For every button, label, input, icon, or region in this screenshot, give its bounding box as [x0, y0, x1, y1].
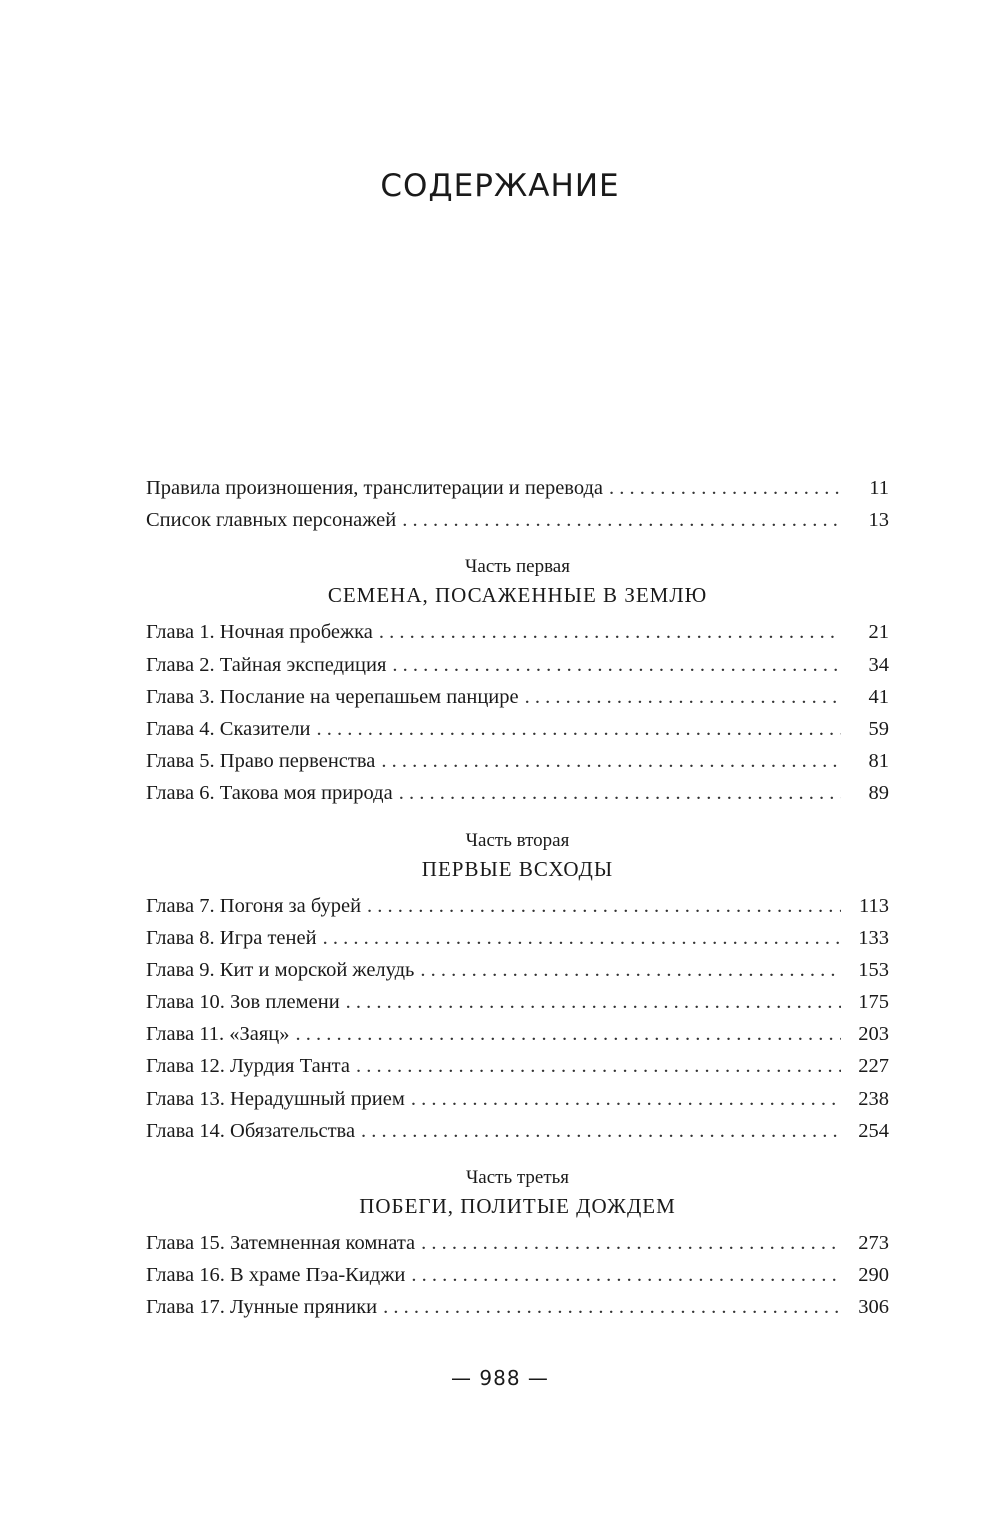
dot-leader	[381, 745, 841, 777]
part-title: ПЕРВЫЕ ВСХОДЫ	[421, 856, 614, 881]
table-of-contents	[146, 472, 889, 1324]
dot-leader	[379, 616, 841, 648]
toc-entry-label: Глава 2. Тайная экспедиция	[146, 653, 387, 676]
toc-entry-page: 254	[858, 1119, 889, 1142]
part-title: ПОБЕГИ, ПОЛИТЫЕ ДОЖДЕМ	[359, 1194, 676, 1218]
toc-entry-label: Глава 8. Игра теней	[146, 926, 317, 949]
toc-entry-page: 13	[868, 509, 889, 532]
toc-entry[interactable]	[146, 1050, 889, 1082]
toc-entry-page: 59	[868, 717, 889, 740]
toc-entry-label: Глава 10. Зов племени	[146, 991, 340, 1014]
toc-entry[interactable]	[146, 1291, 889, 1323]
dot-leader	[525, 681, 841, 713]
toc-entry-page: 21	[868, 621, 889, 644]
toc-entry-page: 203	[858, 1023, 889, 1046]
toc-entry-label: Глава 14. Обязательства	[146, 1119, 356, 1142]
dot-leader	[383, 1291, 841, 1323]
dot-leader	[399, 777, 841, 809]
toc-entry-page: 11	[869, 477, 889, 499]
toc-entry[interactable]	[146, 954, 889, 986]
dot-leader	[609, 472, 841, 504]
part-heading	[146, 554, 889, 610]
dot-leader	[421, 1227, 841, 1259]
part-subtitle: Часть третья	[465, 1167, 570, 1188]
part-heading	[146, 828, 889, 884]
toc-entry-label: Глава 6. Такова моя природа	[146, 782, 393, 805]
toc-entry-page: 290	[858, 1264, 889, 1287]
part-title: СЕМЕНА, ПОСАЖЕННЫЕ В ЗЕМЛЮ	[327, 583, 708, 608]
toc-entry-page: 273	[858, 1232, 889, 1254]
dot-leader	[346, 986, 841, 1018]
dot-leader	[402, 504, 841, 536]
toc-entry-page: 306	[858, 1296, 889, 1319]
toc-entry[interactable]	[146, 616, 889, 648]
part-heading	[146, 1165, 889, 1221]
part-subtitle: Часть вторая	[465, 829, 570, 851]
dot-leader	[392, 649, 841, 681]
dot-leader	[411, 1259, 841, 1291]
toc-entry[interactable]	[146, 681, 889, 713]
toc-entry[interactable]	[146, 472, 889, 504]
dot-leader	[420, 954, 841, 986]
dot-leader	[356, 1050, 841, 1082]
toc-entry[interactable]	[146, 504, 889, 536]
toc-entry-page: 89	[868, 782, 889, 805]
toc-entry-label: Глава 12. Лурдия Танта	[146, 1055, 350, 1078]
dot-leader	[296, 1018, 841, 1050]
toc-entry[interactable]	[146, 1083, 889, 1115]
toc-entry-page: 113	[859, 894, 889, 917]
toc-entry-page: 227	[858, 1055, 889, 1078]
part-subtitle: Часть первая	[465, 556, 570, 578]
toc-entry-page: 34	[868, 653, 889, 676]
toc-entry[interactable]	[146, 890, 889, 922]
toc-entry-label: Список главных персонажей	[146, 509, 397, 532]
toc-entry-label: Глава 7. Погоня за бурей	[146, 894, 362, 917]
toc-entry[interactable]	[146, 922, 889, 954]
toc-entry[interactable]	[146, 1018, 889, 1050]
toc-entry[interactable]	[146, 649, 889, 681]
toc-entry-label: Глава 15. Затемненная комната	[146, 1232, 416, 1254]
page-title: СОДЕРЖАНИЕ	[380, 168, 620, 204]
toc-entry-page: 133	[858, 926, 889, 949]
toc-entry[interactable]	[146, 777, 889, 809]
dot-leader	[411, 1083, 841, 1115]
dot-leader	[367, 890, 841, 922]
toc-entry-label: Глава 17. Лунные пряники	[146, 1296, 378, 1319]
toc-entry-label: Глава 3. Послание на черепашьем панцире	[146, 685, 519, 708]
toc-entry[interactable]	[146, 986, 889, 1018]
dot-leader	[361, 1115, 841, 1147]
toc-entry-label: Глава 11. «Заяц»	[146, 1023, 290, 1046]
toc-entry-label: Глава 13. Нерадушный прием	[146, 1087, 405, 1110]
toc-entry-page: 238	[858, 1087, 889, 1110]
toc-entry-label: Правила произношения, транслитерации и перевода	[146, 477, 604, 499]
dot-leader	[323, 922, 841, 954]
toc-entry-page: 41	[868, 685, 889, 708]
toc-entry[interactable]	[146, 1259, 889, 1291]
toc-entry-label: Глава 1. Ночная пробежка	[146, 621, 373, 644]
toc-entry-page: 81	[868, 750, 889, 773]
toc-entry-label: Глава 5. Право первенства	[146, 750, 376, 773]
toc-entry-page: 175	[858, 991, 889, 1014]
toc-entry-label: Глава 4. Сказители	[146, 717, 311, 740]
dot-leader	[317, 713, 841, 745]
toc-entry[interactable]	[146, 1115, 889, 1147]
toc-entry[interactable]	[146, 713, 889, 745]
toc-entry[interactable]	[146, 745, 889, 777]
toc-entry[interactable]	[146, 1227, 889, 1259]
toc-entry-page: 153	[858, 958, 889, 981]
page-number: — 988 —	[451, 1366, 549, 1390]
toc-entry-label: Глава 16. В храме Пэа-Киджи	[146, 1264, 406, 1287]
toc-entry-label: Глава 9. Кит и морской желудь	[146, 958, 415, 981]
